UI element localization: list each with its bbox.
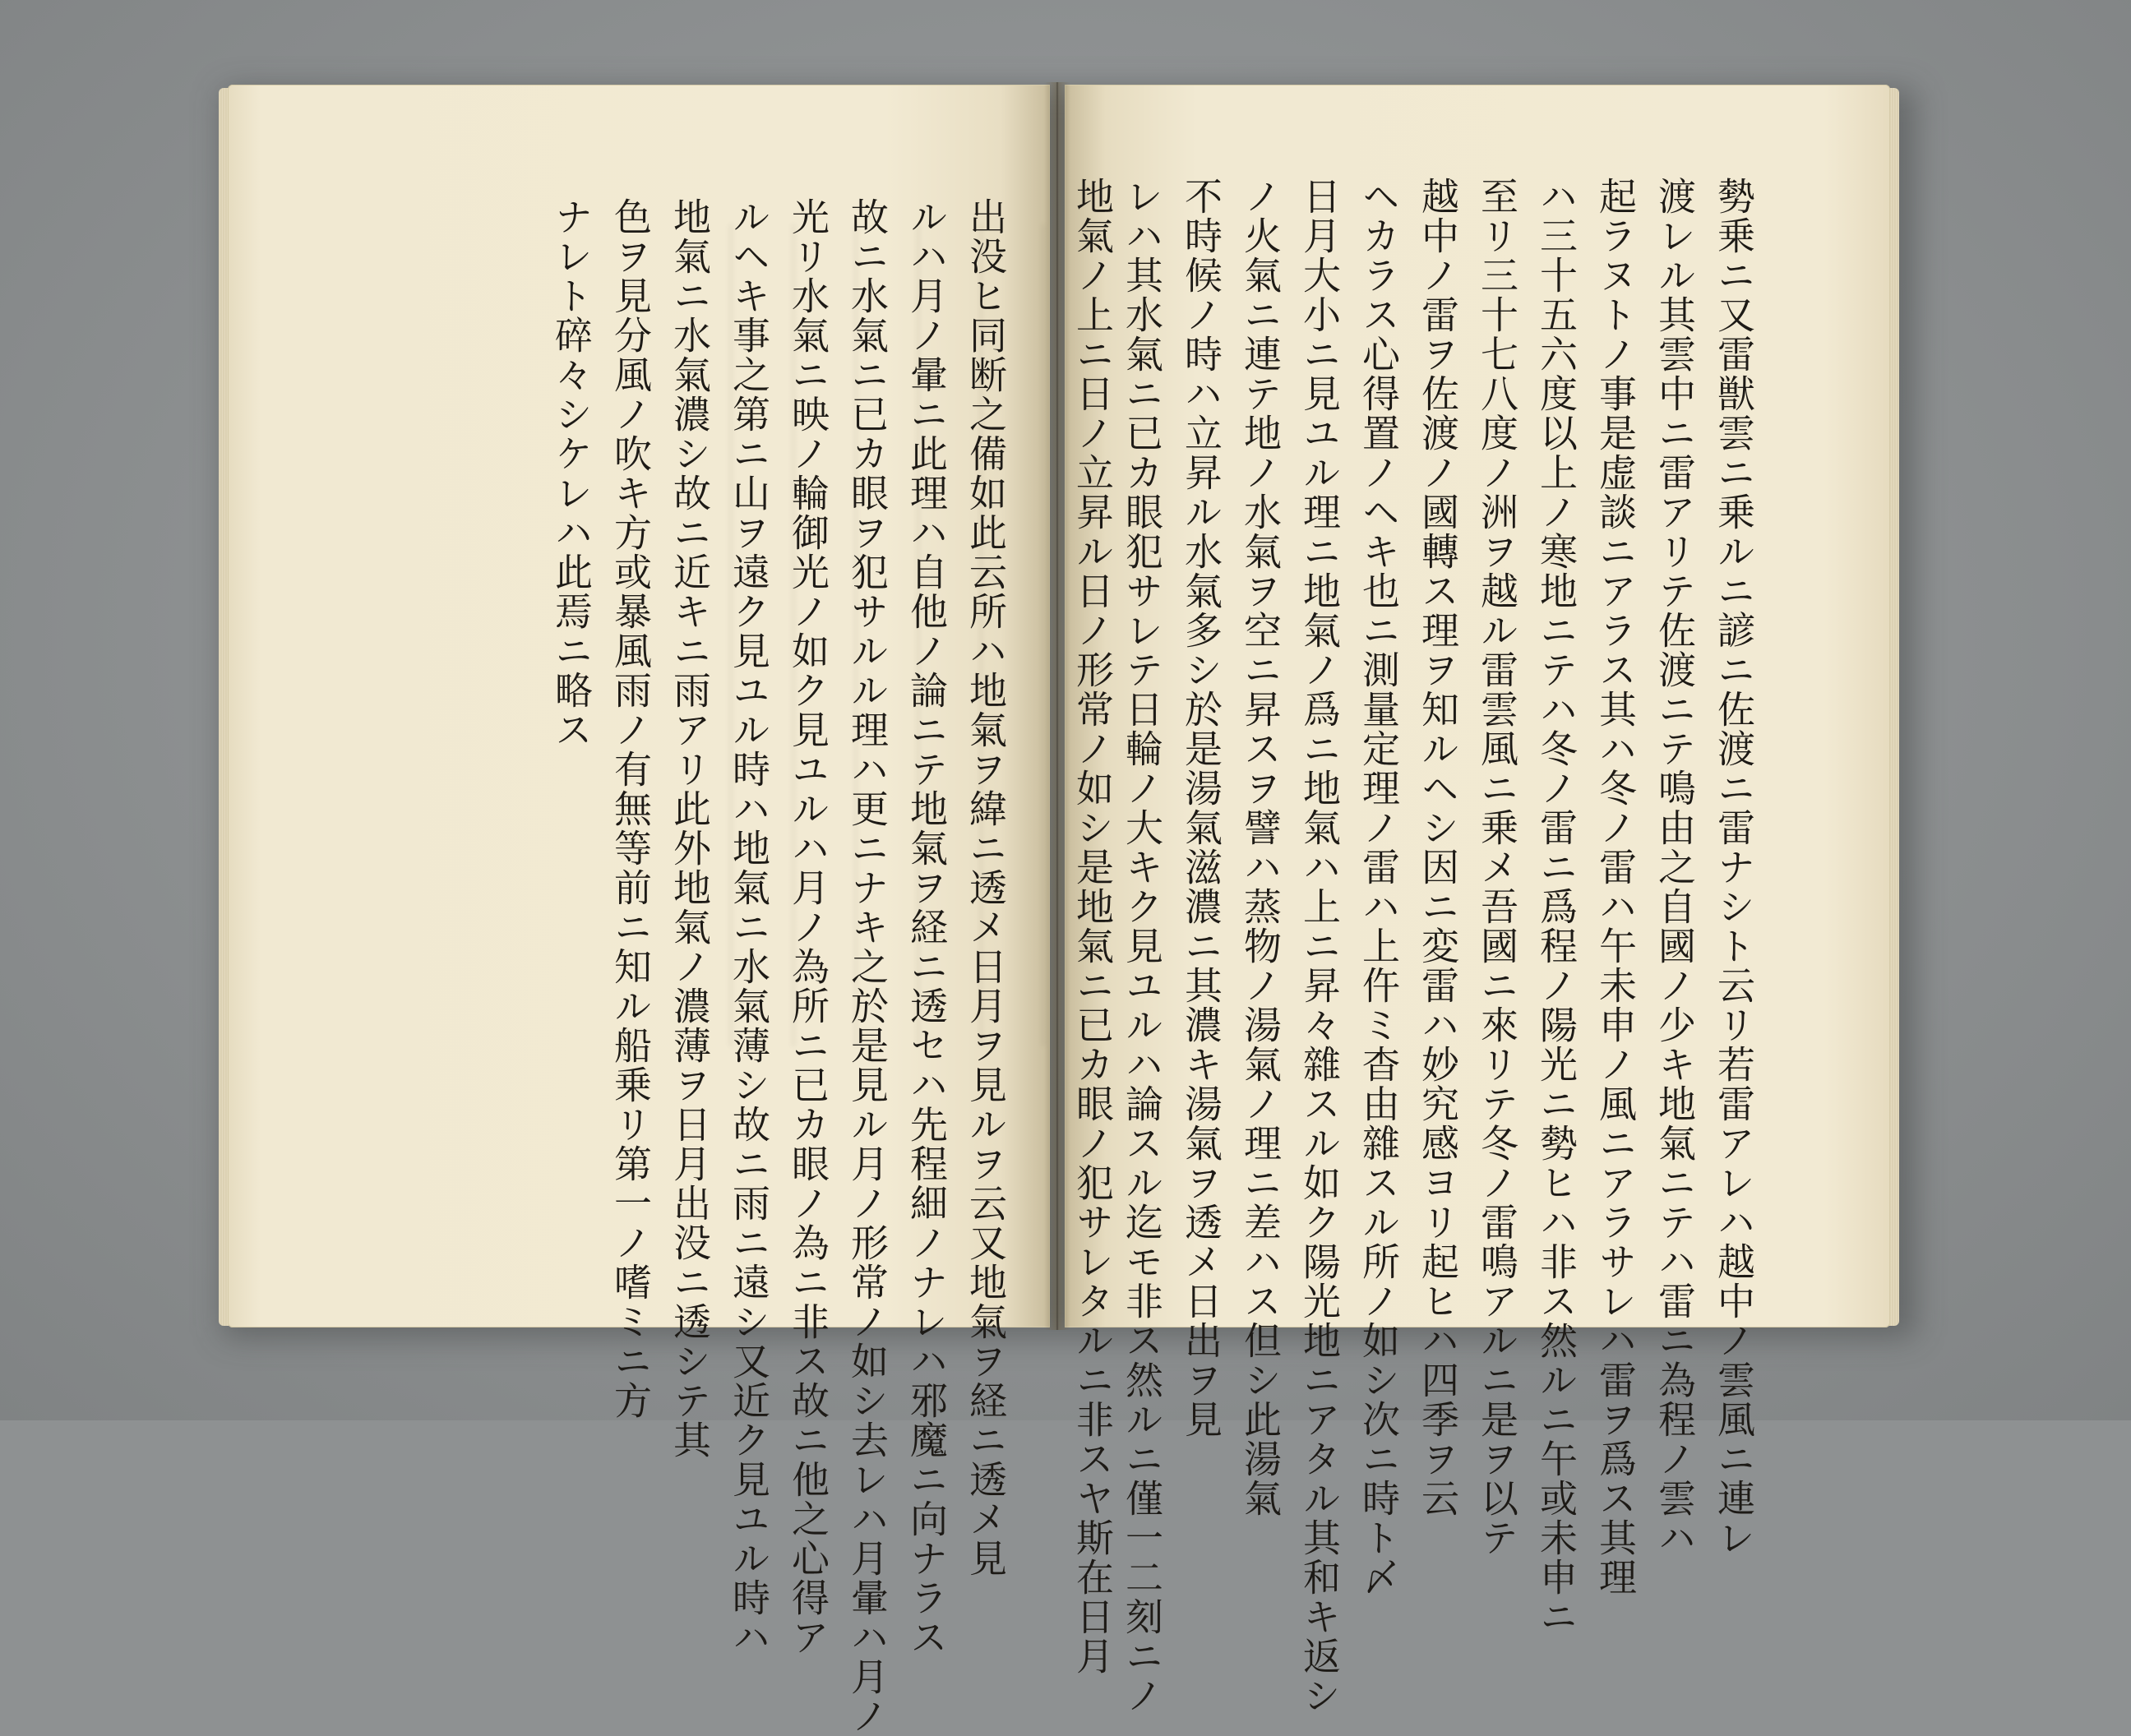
left-page-column-8: ナレト碎々シケレハ此焉ニ略ス: [549, 197, 594, 750]
left-page-column-6: 地氣ニ水氣濃シ故ニ近キニ雨アリ此外地氣ノ濃薄ヲ日月出没ニ透シテ其: [668, 197, 712, 1460]
left-page-column-2: ルハ月ノ暈ニ此理ハ自他ノ論ニテ地氣ヲ経ニ透セハ先程細ノナレハ邪魔ニ向ナラス: [904, 197, 949, 1657]
right-page-column-6: 越中ノ雷ヲ佐渡ノ國轉ス理ヲ知ルヘシ因ニ変雷ハ妙究感ヨリ起ヒハ四季ヲ云: [1416, 177, 1460, 1518]
right-page-column-2: 渡レル其雲中ニ雷アリテ佐渡ニテ鳴由之自國ノ少キ地氣ニテハ雷ニ為程ノ雲ハ: [1653, 177, 1697, 1558]
right-page-column-7: ヘカラス心得置ノヘキ也ニ測量定理ノ雷ハ上仵ミ杳由雜スル所ノ如シ次ニ時ト〆: [1357, 177, 1401, 1597]
right-page-column-3: 起ラヌトノ事是虚談ニアラス其ハ冬ノ雷ハ午未申ノ風ニアラサレハ雷ヲ爲ス其理: [1593, 177, 1638, 1597]
left-page-column-4: 光リ水氣ニ映ノ輪御光ノ如ク見ユルハ月ノ為所ニ已カ眼ノ為ニ非ス故ニ他之心得ア: [786, 197, 830, 1657]
right-page-column-10: 不時候ノ時ハ立昇ル水氣多シ於是湯氣滋濃ニ其濃キ湯氣ヲ透メ日出ヲ見: [1179, 177, 1223, 1439]
book-gutter: [1044, 82, 1070, 1330]
left-page-column-3: 故ニ水氣ニ已カ眼ヲ犯サルル理ハ更ニナキ之於是見ル月ノ形常ノ如シ去レハ月暈ハ月ノ: [845, 197, 890, 1736]
right-page-column-4: ハ三十五六度以上ノ寒地ニテハ冬ノ雷ニ爲程ノ陽光ニ勢ヒハ非ス然ルニ午或未申ニ: [1534, 177, 1579, 1637]
left-page-column-7: 色ヲ見分風ノ吹キ方或暴風雨ノ有無等前ニ知ル船乗リ第一ノ嗜ミニ方: [608, 197, 653, 1420]
right-page-column-9: ノ火氣ニ連テ地ノ水氣ヲ空ニ昇スヲ譬ハ蒸物ノ湯氣ノ理ニ差ハス但シ此湯氣: [1238, 177, 1283, 1518]
left-page-column-5: ルヘキ事之第ニ山ヲ遠ク見ユル時ハ地氣ニ水氣薄シ故ニ雨ニ遠シ又近ク見ユル時ハ: [727, 197, 771, 1657]
right-page-column-5: 至リ三十七八度ノ洲ヲ越ル雷雲風ニ乗メ吾國ニ來リテ冬ノ雷鳴アルニ是ヲ以テ: [1475, 177, 1519, 1558]
right-page-column-11: レハ其水氣ニ已カ眼犯サレテ日輪ノ大キク見ユルハ論スル迄モ非ス然ルニ僅一二刻ニノ: [1120, 177, 1164, 1715]
right-page-column-8: 日月大小ニ見ユル理ニ地氣ノ爲ニ地氣ハ上ニ昇々雜スル如ク陽光地ニアタル其和キ返シ: [1297, 177, 1342, 1715]
right-page-column-12: 地氣ノ上ニ日ノ立昇ル日ノ形常ノ如シ是地氣ニ已カ眼ノ犯サレタルニ非スヤ斯在日月: [1070, 177, 1115, 1676]
right-page-column-1: 勢乗ニ又雷獣雲ニ乗ルニ諺ニ佐渡ニ雷ナシト云リ若雷アレハ越中ノ雲風ニ連レ: [1712, 177, 1756, 1558]
left-page-column-1: 出没ヒ同断之備如此云所ハ地氣ヲ緯ニ透メ日月ヲ見ルヲ云又地氣ヲ経ニ透メ見: [964, 197, 1008, 1578]
